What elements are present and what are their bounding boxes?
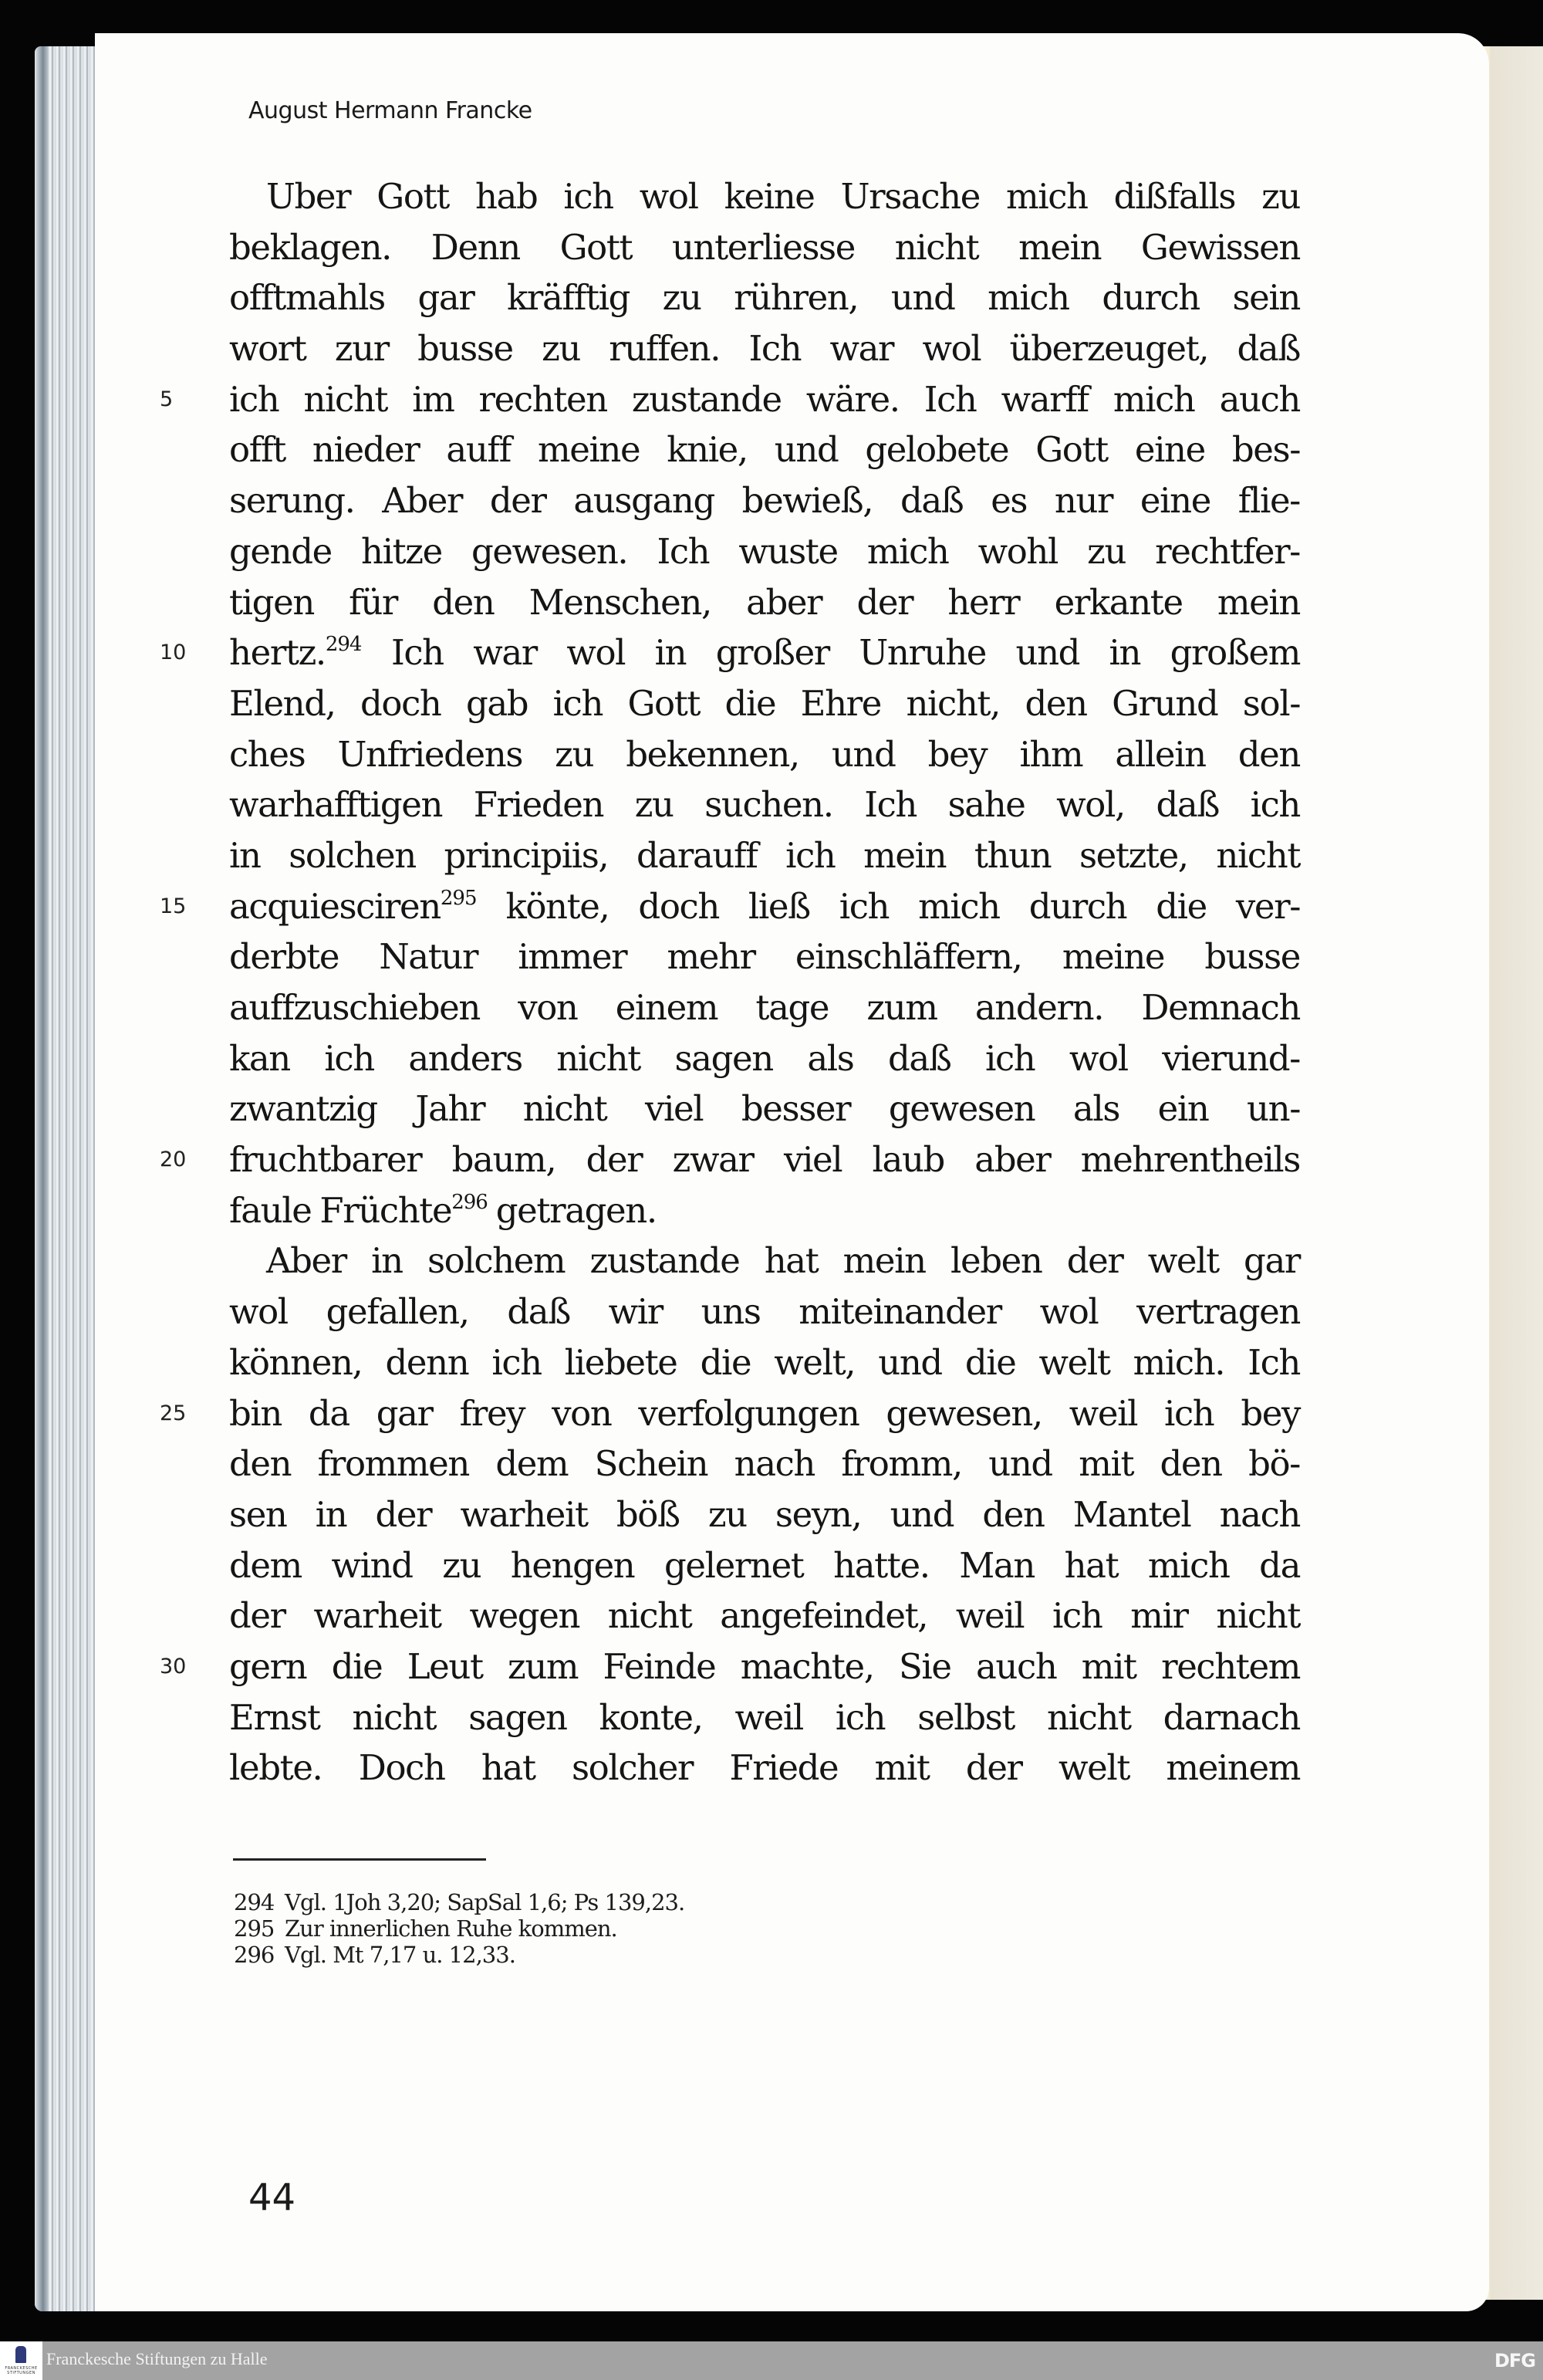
text-line [160, 627, 1300, 678]
line-text: Aber in solchem zustande hat mein leben der welt gar [266, 1240, 1300, 1282]
line-text: derbte Natur immer mehr einschläffern, meine busse [229, 936, 1300, 978]
footnote-text: Vgl. 1Joh 3,20; SapSal 1,6; Ps 139,23. [285, 1889, 685, 1915]
line-number: 10 [160, 641, 187, 665]
line-text: serung. Aber der ausgang bewieß, daß es nur eine flie- [229, 480, 1300, 522]
text-line [229, 1591, 1300, 1641]
line-text: ches Unfriedens zu bekennen, und bey ihm allein den [229, 733, 1300, 775]
line-text: in solchen principiis, darauff ich mein thun setzte, nicht [229, 834, 1300, 876]
text-line [229, 222, 1300, 273]
line-text: sen in der warheit böß zu seyn, und den Mantel nach [229, 1493, 1300, 1535]
footnote-number: 294 [234, 1889, 275, 1915]
footnote [234, 1915, 684, 1942]
text-line [229, 1540, 1300, 1591]
footnote-number: 295 [234, 1915, 275, 1942]
text-line [160, 1641, 1300, 1692]
text-line [229, 729, 1300, 780]
line-text: hertz. [229, 632, 326, 674]
dfg-logo[interactable]: DFG [1494, 2350, 1535, 2372]
line-text: Elend, doch gab ich Gott die Ehre nicht, den Grund sol- [229, 682, 1300, 724]
text-line [229, 1489, 1300, 1540]
footnote [234, 1942, 684, 1968]
footnote-text: Zur innerlichen Ruhe kommen. [285, 1915, 617, 1942]
line-text: auffzuschieben von einem tage zum andern. Demnach [229, 987, 1300, 1028]
orphan-figure-icon [15, 2346, 26, 2363]
text-line [229, 982, 1300, 1033]
text-line [229, 1185, 1300, 1236]
line-text: beklagen. Denn Gott unterliesse nicht mein Gewissen [229, 226, 1300, 268]
footnote-text: Vgl. Mt 7,17 u. 12,33. [285, 1942, 515, 1968]
text-line [229, 1286, 1300, 1337]
text-line [229, 1692, 1300, 1743]
line-number: 30 [160, 1654, 187, 1679]
text-line [229, 1743, 1300, 1793]
text-line [229, 475, 1300, 526]
line-text: fruchtbarer baum, der zwar viel laub aber mehrentheils [229, 1139, 1300, 1181]
page-block-edge [35, 46, 98, 2311]
line-text: Uber Gott hab ich wol keine Ursache mich dißfalls zu [266, 176, 1300, 217]
text-line [229, 678, 1300, 729]
footnote-marker[interactable]: 296 [451, 1190, 488, 1214]
line-text: wort zur busse zu ruffen. Ich war wol überzeuget, daß [229, 328, 1300, 370]
line-text: offtmahls gar kräfftig zu rühren, und mich durch sein [229, 277, 1300, 319]
text-line [229, 1438, 1300, 1489]
text-line [229, 526, 1300, 577]
footer-bar [0, 2341, 1543, 2380]
text-line [229, 779, 1300, 830]
footnote-rule [233, 1858, 486, 1861]
footnotes [234, 1889, 684, 1968]
line-text: könte, doch ließ ich mich durch die ver- [476, 885, 1300, 927]
line-number: 5 [160, 387, 174, 411]
line-text: getragen. [487, 1189, 657, 1231]
line-text: der warheit wegen nicht angefeindet, weil ich mir nicht [229, 1595, 1300, 1637]
text-line [229, 424, 1300, 475]
text-line [160, 1134, 1300, 1185]
line-text: acquiesciren [229, 885, 441, 927]
line-text: gern die Leut zum Feinde machte, Sie auch mit rechtem [229, 1645, 1300, 1687]
text-line [229, 577, 1300, 628]
line-text: den frommen dem Schein nach fromm, und mit den bö- [229, 1443, 1300, 1485]
line-text: ich nicht im rechten zustande wäre. Ich warff mich auch [229, 378, 1300, 420]
main-text [160, 171, 1300, 1793]
text-line [229, 1236, 1300, 1286]
line-text: kan ich anders nicht sagen als daß ich wol vierund- [229, 1037, 1300, 1079]
line-number: 15 [160, 894, 187, 918]
line-number: 25 [160, 1401, 187, 1425]
running-head: August Hermann Francke [248, 97, 532, 124]
line-text: bin da gar frey von verfolgungen gewesen, weil ich bey [229, 1392, 1300, 1434]
text-line [160, 1388, 1300, 1439]
text-line [229, 323, 1300, 374]
line-text: gende hitze gewesen. Ich wuste mich wohl zu rechtfer- [229, 530, 1300, 572]
line-text: warhafftigen Frieden zu suchen. Ich sahe wol, daß ich [229, 784, 1300, 826]
line-text: lebte. Doch hat solcher Friede mit der welt meinem [229, 1747, 1300, 1789]
footnote-number: 296 [234, 1942, 275, 1968]
text-line [229, 931, 1300, 982]
text-line [160, 881, 1300, 932]
institution-name: Franckesche Stiftungen zu Halle [46, 2349, 268, 2368]
line-text: tigen für den Menschen, aber der herr erkante mein [229, 581, 1300, 623]
line-text: können, denn ich liebete die welt, und die welt mich. Ich [229, 1341, 1300, 1383]
text-line [229, 830, 1300, 881]
line-text: Ich war wol in großer Unruhe und in großem [361, 632, 1300, 674]
footnote [234, 1889, 684, 1915]
text-line [229, 171, 1300, 222]
line-text: zwantzig Jahr nicht viel besser gewesen als ein un- [229, 1088, 1300, 1130]
line-text: Ernst nicht sagen konte, weil ich selbst nicht darnach [229, 1696, 1300, 1738]
logo-caption: FRANCKESCHE STIFTUNGEN [5, 2366, 38, 2375]
text-line [229, 1337, 1300, 1388]
line-text: offt nieder auff meine knie, und gelobete Gott eine bes- [229, 429, 1300, 471]
footnote-marker[interactable]: 295 [440, 886, 477, 910]
line-text: faule Früchte [229, 1189, 452, 1231]
text-line [229, 1033, 1300, 1084]
text-line [229, 272, 1300, 323]
footnote-marker[interactable]: 294 [325, 633, 362, 657]
line-number: 20 [160, 1148, 187, 1172]
page-number: 44 [248, 2176, 296, 2219]
line-text: dem wind zu hengen gelernet hatte. Man hat mich da [229, 1544, 1300, 1586]
text-line [229, 1084, 1300, 1134]
institution-logo[interactable] [0, 2341, 42, 2380]
text-line [160, 374, 1300, 425]
line-text: wol gefallen, daß wir uns miteinander wol vertragen [229, 1291, 1300, 1333]
